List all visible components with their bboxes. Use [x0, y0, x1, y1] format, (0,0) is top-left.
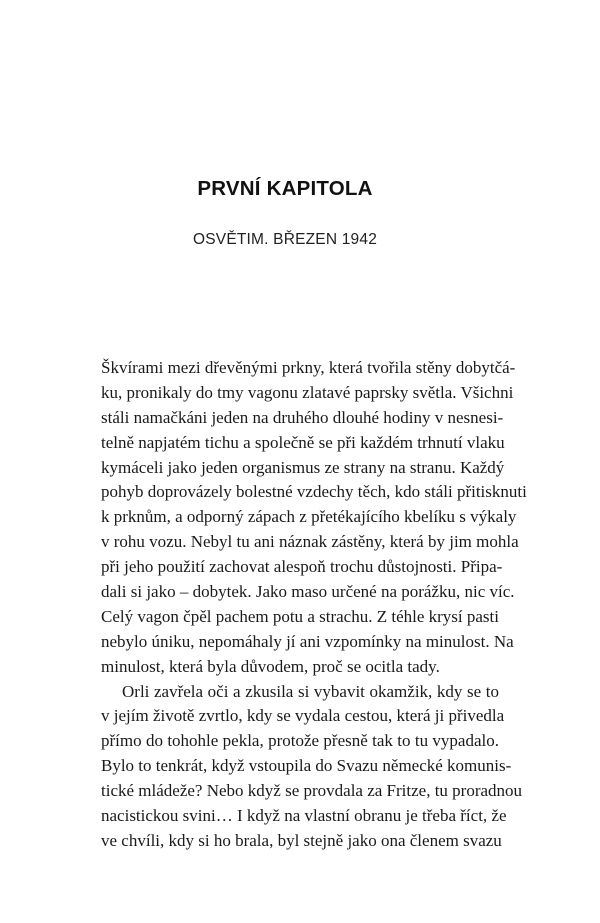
text-line: ve chvíli, kdy si ho brala, byl stejně jako ona členem svazu	[101, 830, 502, 850]
text-line: tické mládeže? Nebo když se provdala za Fritze, tu proradnou	[101, 781, 523, 801]
text-line: ku, pronikaly do tmy vagonu zlatavé paprsky světla. Všichni	[101, 382, 514, 402]
text-line: Škvírami mezi dřevěnými prkny, která tvořila stěny dobytčá-	[101, 358, 516, 377]
text-line: kymáceli jako jeden organismus ze strany na stranu. Každý	[101, 457, 505, 477]
text-line: stáli namačkáni jeden na druhého dlouhé hodiny v nesnesi-	[101, 407, 504, 427]
text-line: v rohu vozu. Nebyl tu ani náznak zástěny, která by jim mohla	[101, 532, 519, 552]
text-line: nacistickou svini… I když na vlastní obranu je třeba říct, že	[101, 806, 507, 826]
body-text	[101, 356, 527, 854]
text-line: k prknům, a odporný zápach z přetékajícího kbelíku s výkaly	[101, 507, 517, 527]
text-line: Bylo to tenkrát, když vstoupila do Svazu německé komunis-	[101, 756, 512, 776]
text-line: nebylo úniku, nepomáhaly jí ani vzpomínky na minulost. Na	[101, 631, 514, 651]
text-line: pohyb doprovázely bolestné vzdechy těch, kdo stáli přitisknuti	[101, 482, 527, 502]
text-line: přímo do tohohle pekla, protože přesně tak to tu vypadalo.	[101, 731, 499, 751]
text-line: při jeho použití zachovat alespoň trochu důstojnosti. Připa-	[101, 557, 503, 577]
paragraph-1	[101, 356, 527, 680]
text-line: dali si jako – dobytek. Jako maso určené na porážku, nic víc.	[101, 582, 515, 602]
chapter-title: PRVNÍ KAPITOLA	[197, 177, 373, 200]
chapter-subtitle: OSVĚTIM. BŘEZEN 1942	[192, 231, 378, 248]
text-line: Celý vagon čpěl pachem potu a strachu. Z téhle krysí pasti	[101, 606, 499, 626]
text-line: minulost, která byla důvodem, proč se ocitla tady.	[101, 656, 440, 676]
text-line: Orli zavřela oči a zkusila si vybavit okamžik, kdy se to	[122, 681, 499, 701]
text-line: v jejím životě zvrtlo, kdy se vydala cestou, která ji přivedla	[101, 706, 505, 726]
text-line: telně napjatém tichu a společně se při každém trhnutí vlaku	[101, 432, 505, 452]
paragraph-2	[101, 680, 523, 854]
